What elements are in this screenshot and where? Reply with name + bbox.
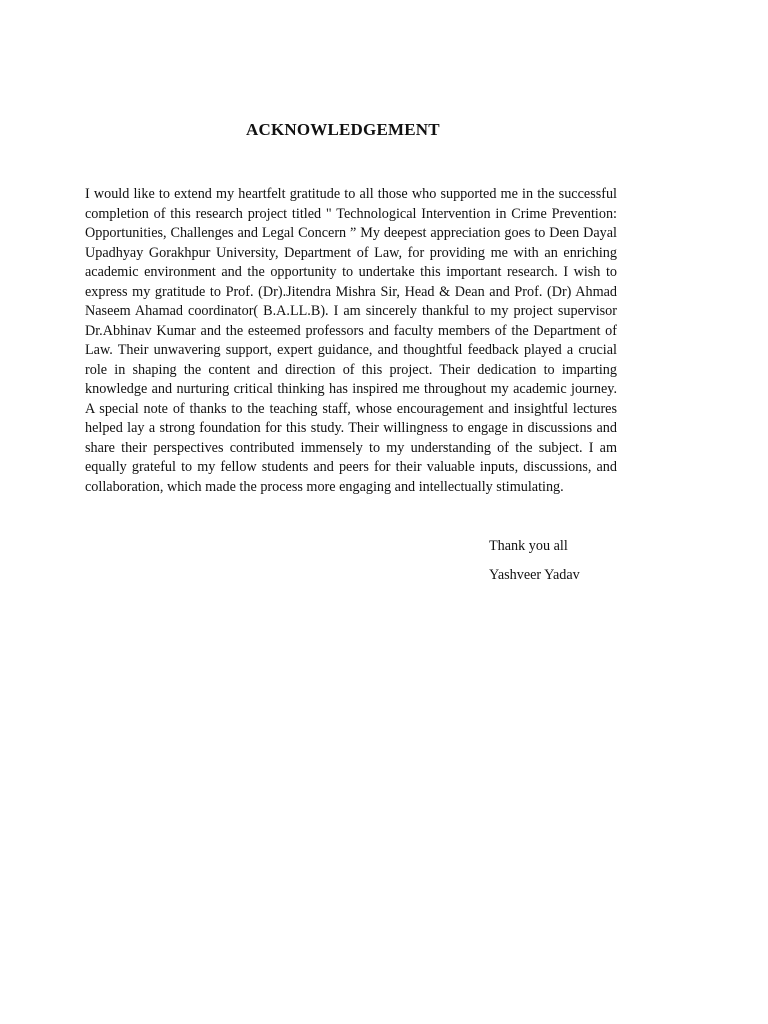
- acknowledgement-paragraph: I would like to extend my heartfelt gratitude to all those who supported me in the successful completion of this research project titled " Technological Intervention in Crime Prevention: Opportunities, Challenges and Legal Concern ” My deepest appreciation goes to Deen Dayal Upadhyay Gorakhpur University, Department of Law, for providing me with an enriching academic environment and the opportunity to undertake this important research. I wish to express my gratitude to Prof. (Dr).Jitendra Mishra Sir, Head & Dean and Prof. (Dr) Ahmad Naseem Ahamad coordinator( B.A.LL.B). I am sincerely thankful to my project supervisor Dr.Abhinav Kumar and the esteemed professors and faculty members of the Department of Law. Their unwavering support, expert guidance, and thoughtful feedback played a crucial role in shaping the content and direction of this project. Their dedication to imparting knowledge and nurturing critical thinking has inspired me throughout my academic journey. A special note of thanks to the teaching staff, whose encouragement and insightful lectures helped lay a strong foundation for this study. Their willingness to engage in discussions and share their perspectives contributed immensely to my understanding of the subject. I am equally grateful to my fellow students and peers for their valuable inputs, discussions, and collaboration, which made the process more engaging and intellectually stimulating.: [85, 186, 617, 495]
- closing-line: Thank you all: [489, 538, 568, 554]
- page-title: ACKNOWLEDGEMENT: [246, 120, 440, 139]
- author-name: Yashveer Yadav: [489, 567, 580, 583]
